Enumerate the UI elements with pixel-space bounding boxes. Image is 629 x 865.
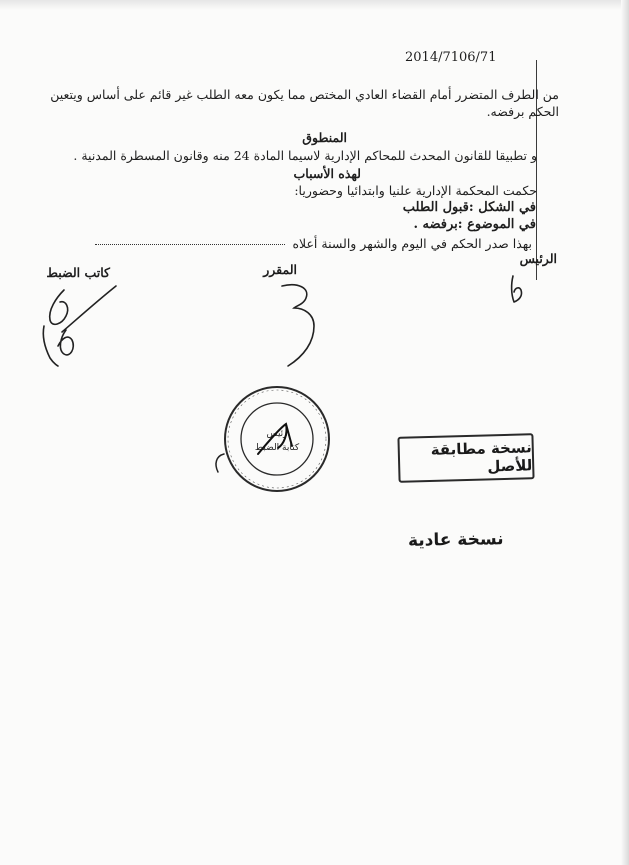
form-ruling: في الشكل :قبول الطلب: [402, 200, 536, 215]
reasons-heading: لهذه الأسباب: [293, 166, 361, 181]
reference-number: 2014/7106/71: [405, 50, 497, 65]
certified-copy-stamp: نسخة مطابقة للأصل: [397, 433, 534, 483]
operative-heading: المنطوق: [302, 130, 347, 145]
application-line: و تطبيقا للقانون المحدث للمحاكم الإدارية لاسيما المادة 24 منه وقانون المسطرة المدنية .: [73, 148, 537, 163]
seal-signature-tail: [210, 452, 230, 474]
rapporteur-label: المقرر: [263, 262, 297, 277]
ordinary-copy-stamp: نسخة عادية: [407, 529, 504, 551]
president-label: الرئيس: [519, 251, 557, 266]
dotted-fill-line: [95, 244, 285, 245]
closing-line: بهذا صدر الحكم في اليوم والشهر والسنة أعلاه: [292, 236, 532, 251]
rapporteur-signature: [270, 280, 330, 370]
scan-edge-top: [0, 0, 629, 10]
merits-ruling: في الموضوع :برفضه .: [413, 217, 536, 232]
official-seal-icon: [222, 384, 332, 494]
svg-text:كتابة الضبط: كتابة الضبط: [254, 443, 300, 453]
clerk-signature: [36, 280, 126, 370]
svg-text:رئيس: رئيس: [266, 429, 288, 439]
intro-line-1: من الطرف المتضرر أمام القضاء العادي المختص مما يكون معه الطلب غير قائم على أساس ويتعين: [50, 87, 559, 102]
clerk-label: كاتب الضبط: [46, 265, 110, 280]
ruling-line: حكمت المحكمة الإدارية علنيا وابتدائيا وحضوريا:: [294, 183, 537, 198]
intro-line-2: الحكم برفضه.: [486, 104, 559, 119]
president-signature: [505, 272, 535, 308]
scan-edge-right: [621, 0, 629, 865]
